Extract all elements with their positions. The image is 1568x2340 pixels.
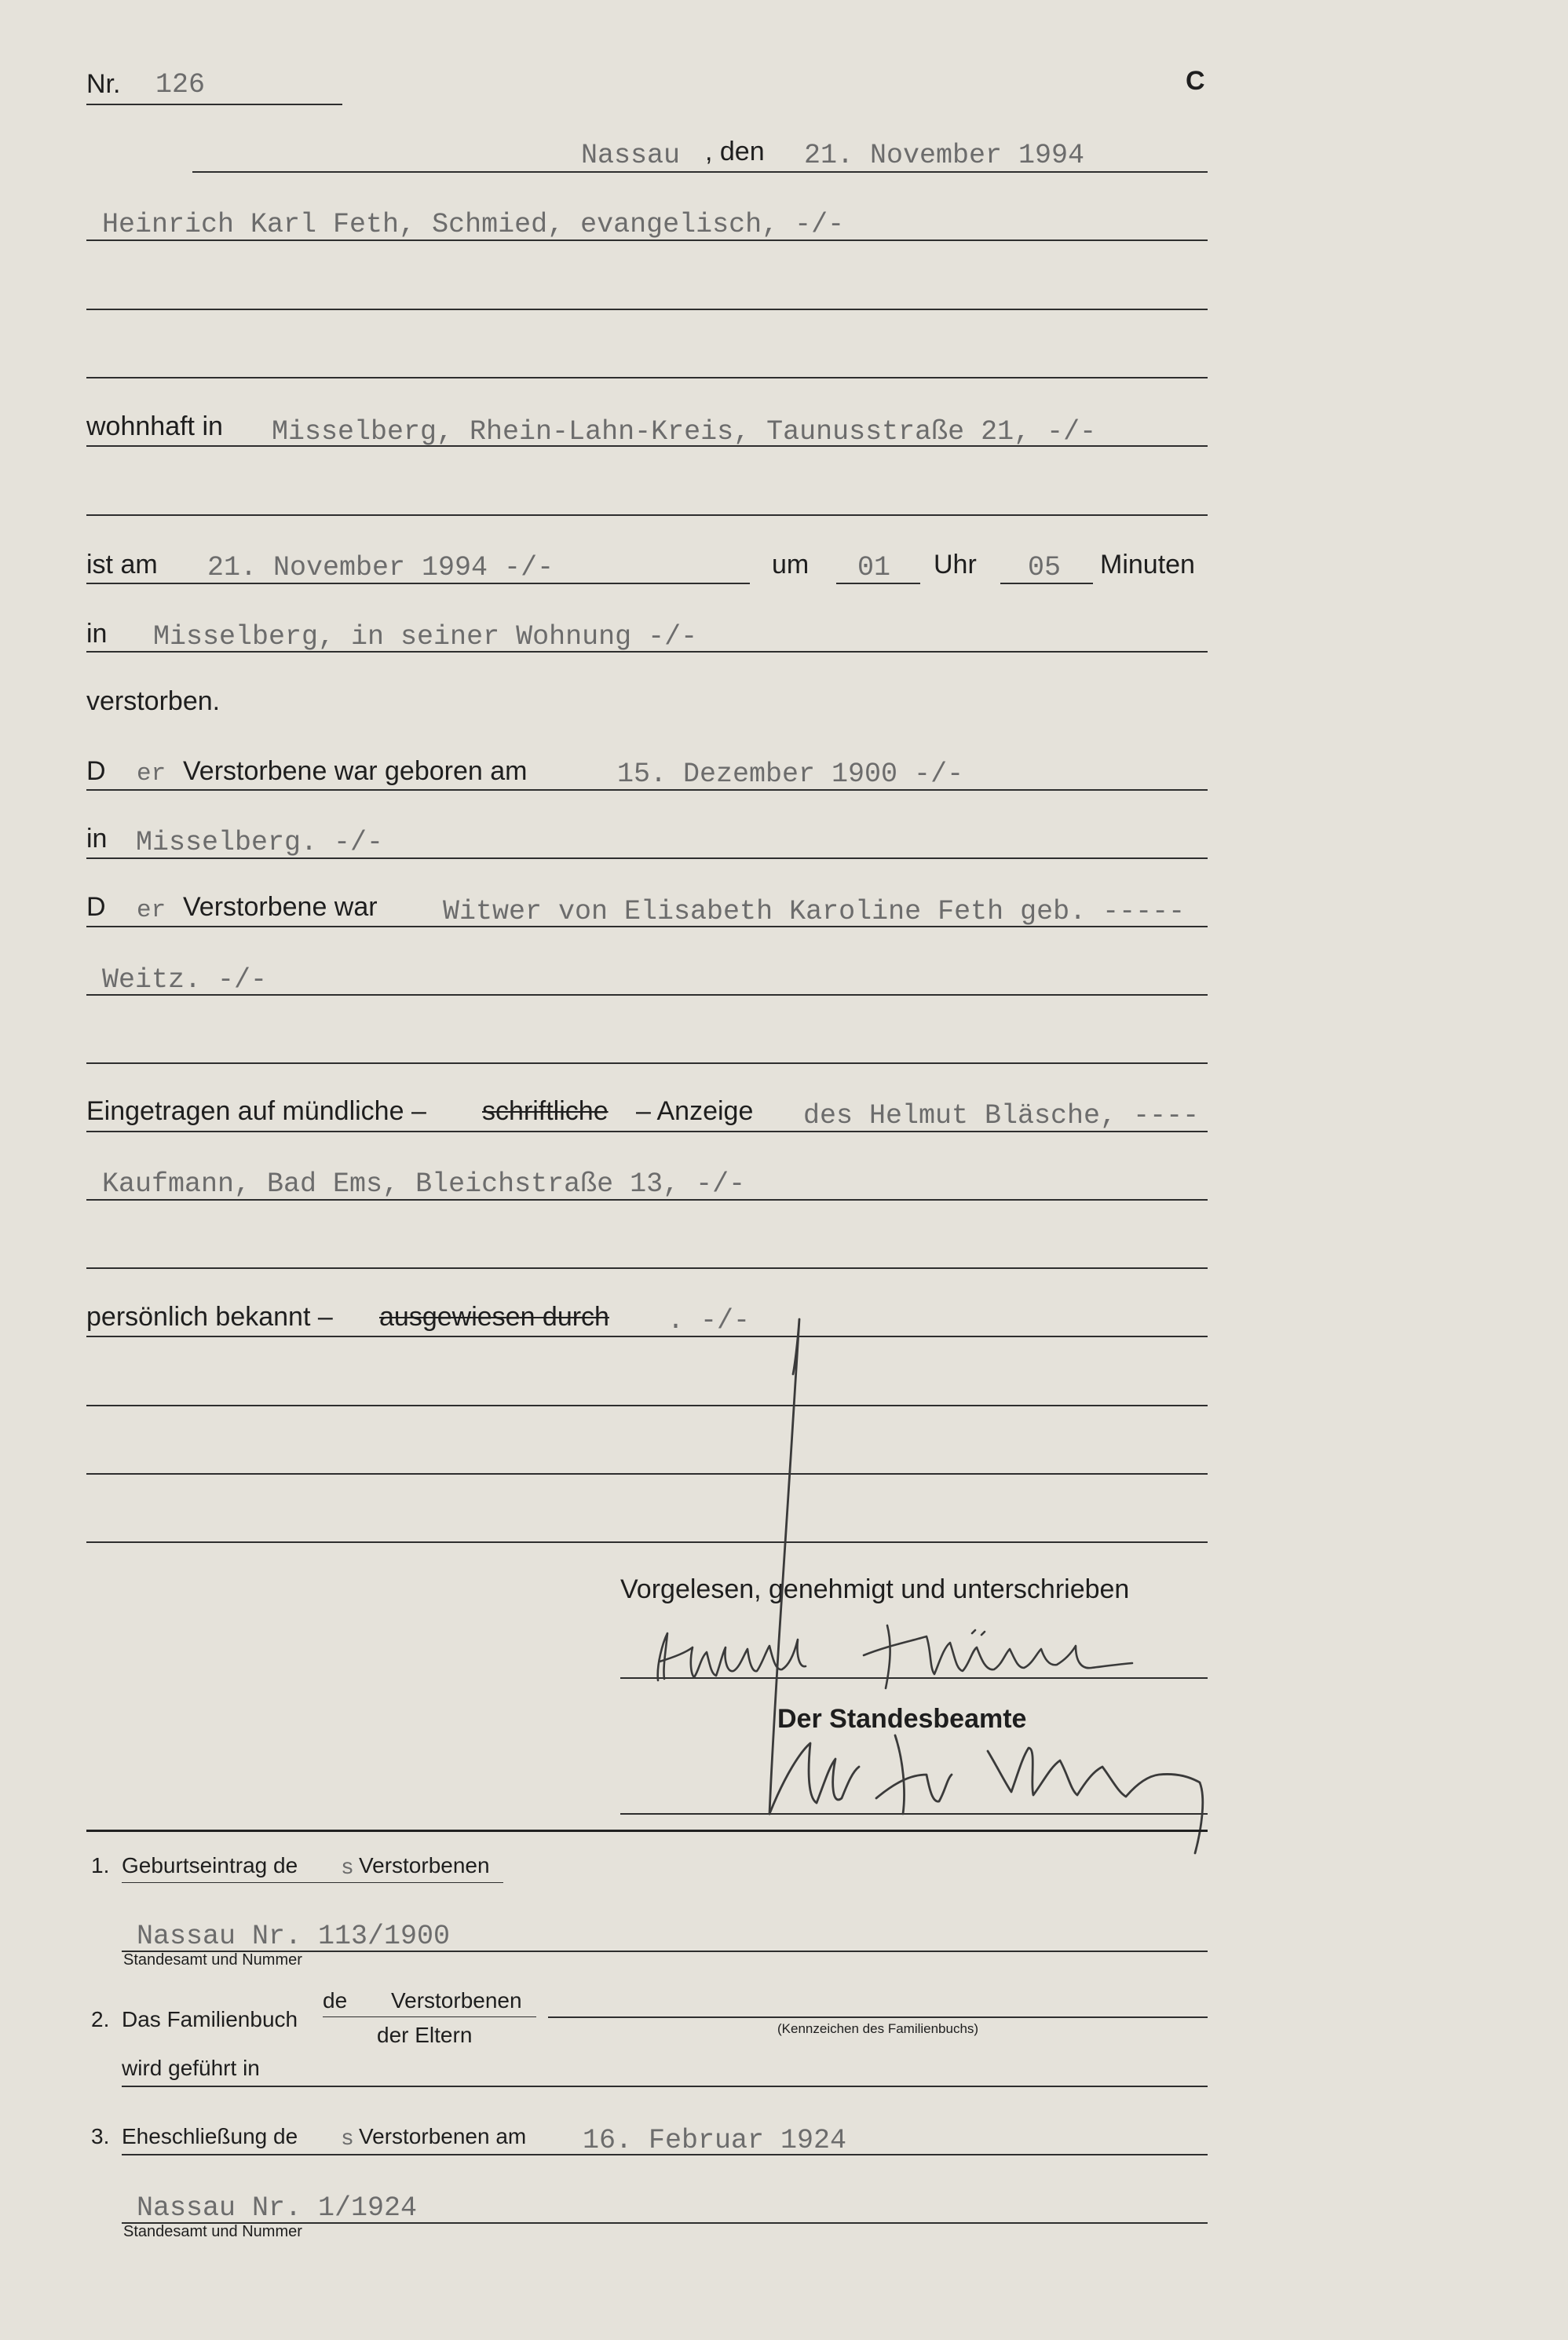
item3-number: 3.	[91, 2124, 110, 2148]
line	[86, 239, 1208, 241]
marriage-registry-entry: Nassau Nr. 1/1924	[137, 2192, 418, 2224]
birth-date: 15. Dezember 1900 -/-	[617, 759, 964, 790]
line	[122, 1882, 503, 1883]
line	[86, 789, 1208, 791]
bekannt-label-struck: ausgewiesen durch	[379, 1302, 609, 1332]
birth-d-label: D	[86, 756, 106, 786]
item3-label: Eheschließung de	[122, 2124, 298, 2148]
item1-label: Geburtseintrag de	[122, 1853, 298, 1877]
uhr-label: Uhr	[934, 550, 977, 580]
bekannt-label-part1: persönlich bekannt –	[86, 1302, 333, 1332]
registry-place: Nassau	[581, 140, 681, 171]
registry-date: 21. November 1994	[804, 140, 1085, 171]
item2-label: Das Familienbuch	[122, 2007, 298, 2031]
war-label: Verstorbene war	[183, 892, 378, 922]
item2-label2: wird geführt in	[122, 2056, 260, 2080]
item3-suffix: s	[341, 2127, 354, 2152]
line	[86, 1131, 1208, 1132]
eingetragen-label-struck: schriftliche	[482, 1096, 609, 1126]
line	[323, 2016, 536, 2017]
marital-status-line2: Weitz. -/-	[102, 964, 268, 996]
marital-d-label: D	[86, 892, 106, 922]
line	[86, 1062, 1208, 1064]
line	[86, 994, 1208, 996]
death-minutes: 05	[1028, 552, 1062, 583]
geboren-label: Verstorbene war geboren am	[183, 756, 528, 786]
marital-er-suffix: er	[137, 897, 166, 924]
birth-place: Misselberg. -/-	[136, 827, 384, 858]
death-hour: 01	[857, 552, 891, 583]
line	[122, 2154, 1208, 2155]
birth-in-label: in	[86, 824, 108, 854]
ist-am-label: ist am	[86, 550, 158, 580]
line	[122, 2086, 1208, 2087]
item2-de: de	[323, 1988, 348, 2013]
line	[86, 377, 1208, 378]
line	[86, 514, 1208, 516]
line	[86, 309, 1208, 310]
line	[548, 2016, 1208, 2018]
bekannt-value: . -/-	[667, 1305, 751, 1336]
nr-label: Nr.	[86, 69, 121, 99]
read-approved-label: Vorgelesen, genehmigt und unterschrieben	[620, 1574, 1130, 1604]
den-label: , den	[705, 137, 765, 166]
marital-status-line1: Witwer von Elisabeth Karoline Feth geb. -----	[443, 896, 1186, 927]
line	[86, 445, 1208, 447]
line	[86, 1199, 1208, 1201]
footer-separator	[86, 1830, 1208, 1832]
marriage-date: 16. Februar 1924	[583, 2125, 847, 2156]
item2-eltern: der Eltern	[377, 2023, 473, 2047]
item1-number: 1.	[91, 1853, 110, 1877]
date-underline	[192, 171, 1208, 173]
line	[836, 583, 920, 584]
death-place: Misselberg, in seiner Wohnung -/-	[153, 621, 698, 653]
line	[86, 651, 1208, 653]
birth-registry-entry: Nassau Nr. 113/1900	[137, 1921, 451, 1952]
item1-caption: Standesamt und Nummer	[123, 1951, 302, 1969]
line	[86, 926, 1208, 927]
line	[1000, 583, 1093, 584]
eingetragen-label-part1: Eingetragen auf mündliche –	[86, 1096, 426, 1126]
item2-kennzeichen: (Kennzeichen des Familienbuchs)	[777, 2021, 979, 2036]
item3-label2: Verstorbenen am	[359, 2124, 527, 2148]
item2-verstorbenen: Verstorbenen	[391, 1988, 522, 2013]
verstorben-label: verstorben.	[86, 686, 221, 716]
nr-underline	[86, 104, 342, 105]
line	[86, 583, 750, 584]
minuten-label: Minuten	[1100, 550, 1195, 580]
item2-number: 2.	[91, 2007, 110, 2031]
line	[86, 857, 1208, 859]
death-in-label: in	[86, 619, 108, 649]
um-label: um	[772, 550, 810, 580]
record-number: 126	[155, 69, 206, 101]
corner-letter: C	[1186, 66, 1205, 96]
informant-line2: Kaufmann, Bad Ems, Bleichstraße 13, -/-	[102, 1168, 746, 1200]
deceased-name-line: Heinrich Karl Feth, Schmied, evangelisch, -/-	[102, 209, 845, 240]
residence-label: wohnhaft in	[86, 411, 223, 441]
death-date: 21. November 1994 -/-	[207, 552, 554, 583]
informant-line1: des Helmut Bläsche, ----	[803, 1100, 1200, 1132]
line	[86, 1267, 1208, 1269]
registrar-label: Der Standesbeamte	[777, 1704, 1027, 1734]
item1-suffix: s	[341, 1856, 354, 1881]
eingetragen-label-part2: – Anzeige	[636, 1096, 754, 1126]
residence-value: Misselberg, Rhein-Lahn-Kreis, Taunusstraße 21, -/-	[272, 416, 1097, 448]
item3-caption: Standesamt und Nummer	[123, 2223, 302, 2240]
birth-er-suffix: er	[137, 760, 166, 788]
item1-label2: Verstorbenen	[359, 1853, 490, 1877]
registrar-signature	[738, 1311, 1256, 1861]
